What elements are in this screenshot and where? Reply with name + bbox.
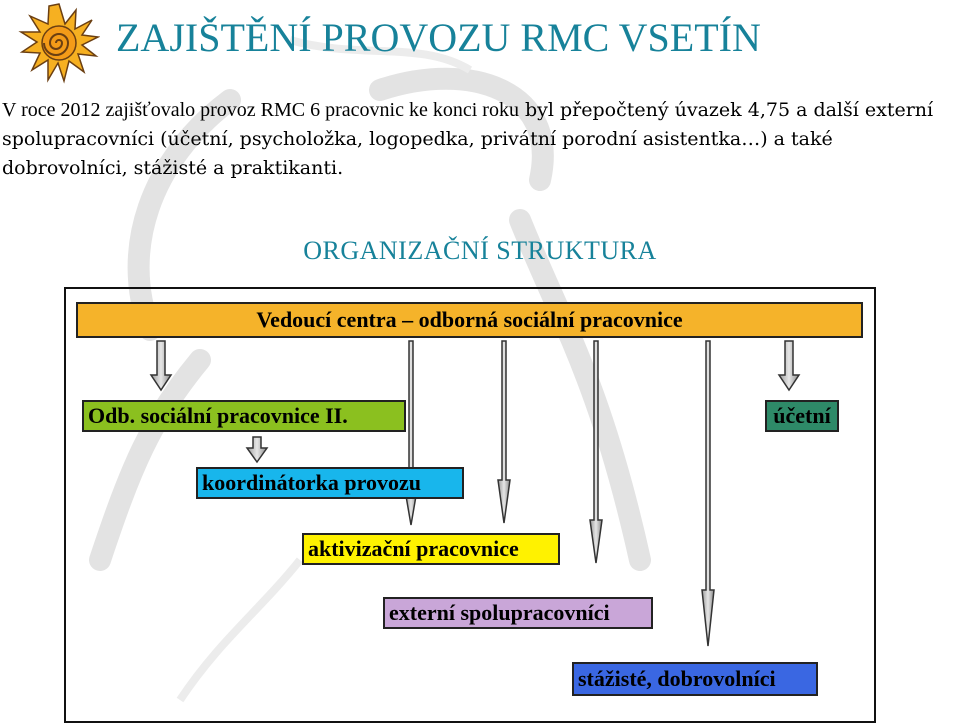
interns-volunteers-box: stážisté, dobrovolníci: [572, 662, 818, 696]
arrow-to-accountant: [779, 341, 799, 390]
page-title: ZAJIŠTĚNÍ PROVOZU RMC VSETÍN: [116, 15, 761, 60]
social-worker-box: Odb. sociální pracovnice II.: [82, 400, 406, 432]
arrow-to-social-worker: [151, 341, 171, 390]
arrow-to-interns-b: [702, 341, 714, 646]
intro-rest: byl přepočtený úvazek 4,75 a další externí spolupracovníci (účetní, psycholožka, logopedka, privátní porodní asistentka…) a také dobrovolníci, stážisté a praktikanti.: [2, 99, 934, 179]
accountant-box: účetní: [765, 400, 839, 432]
arrow-to-external: [498, 341, 510, 523]
external-collaborators-box: externí spolupracovníci: [383, 597, 653, 629]
head-of-center-box: Vedoucí centra – odborná sociální pracovnice: [76, 302, 863, 338]
structure-title: ORGANIZAČNÍ STRUKTURA: [303, 236, 657, 265]
arrow-to-interns-a: [590, 341, 602, 563]
arrow-to-coordinator: [247, 437, 267, 462]
coordinator-box: koordinátorka provozu: [196, 467, 464, 499]
activity-workers-box: aktivizační pracovnice: [302, 533, 560, 565]
intro-lead: V roce 2012 zajišťovalo provoz RMC 6 pracovnic ke konci roku: [2, 99, 519, 121]
